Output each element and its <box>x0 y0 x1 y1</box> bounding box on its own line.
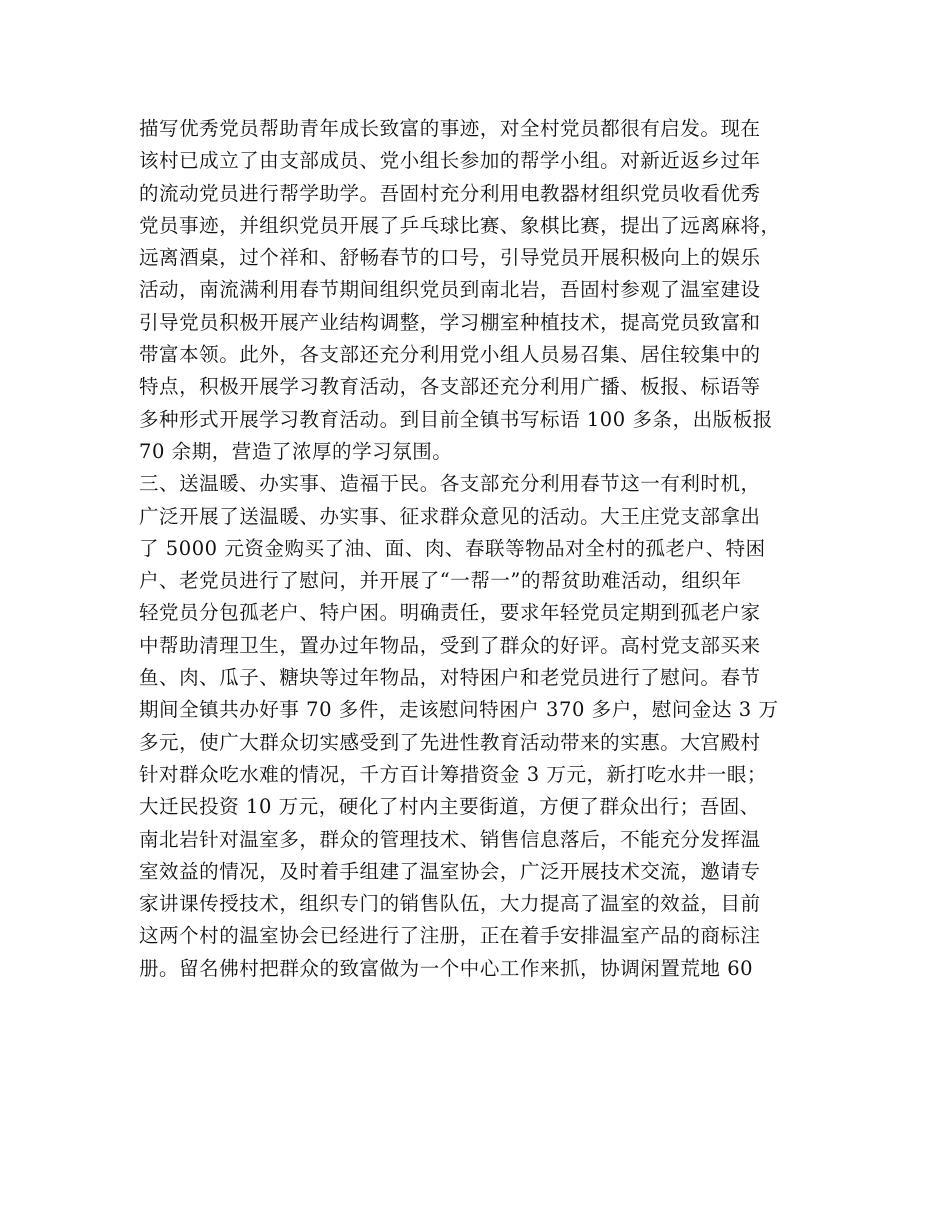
text-line: 党员事迹，并组织党员开展了乒乓球比赛、象棋比赛，提出了远离麻将， <box>139 213 781 237</box>
text-line: 描写优秀党员帮助青年成长致富的事迹，对全村党员都很有启发。现在 <box>139 117 761 140</box>
text-line: 这两个村的温室协会已经进行了注册，正在着手安排温室产品的商标注 <box>139 924 761 948</box>
text-line: 轻党员分包孤老户、特户困。明确责任，要求年轻党员定期到孤老户家 <box>139 601 761 625</box>
text-line: 活动，南流满利用春节期间组织党员到南北岩，吾固村参观了温室建设 <box>139 278 761 302</box>
text-line: 70 余期，营造了浓厚的学习氛围。 <box>139 439 453 463</box>
body-text <box>139 113 839 985</box>
text-line: 带富本领。此外，各支部还充分利用党小组人员易召集、居住较集中的 <box>139 343 761 367</box>
text-line: 大迁民投资 10 万元，硬化了村内主要街道，方便了群众出行；吾固、 <box>139 795 760 819</box>
text-line: 中帮助清理卫生，置办过年物品，受到了群众的好评。高村党支部买来 <box>139 633 761 657</box>
text-line: 该村已成立了由支部成员、党小组长参加的帮学小组。对新近返乡过年 <box>139 149 761 173</box>
text-line: 鱼、肉、瓜子、糖块等过年物品，对特困户和老党员进行了慰问。春节 <box>139 666 761 690</box>
text-line: 引导党员积极开展产业结构调整，学习棚室种植技术，提高党员致富和 <box>139 310 761 334</box>
text-line: 户、老党员进行了慰问，并开展了“一帮一”的帮贫助难活动，组织年 <box>139 569 742 593</box>
text-line: 了 5000 元资金购买了油、面、肉、春联等物品对全村的孤老户、特困 <box>139 536 766 560</box>
text-line: 册。留名佛村把群众的致富做为一个中心工作来抓，协调闲置荒地 60 <box>139 956 754 980</box>
text-line: 广泛开展了送温暖、办实事、征求群众意见的活动。大王庄党支部拿出 <box>139 504 761 528</box>
text-line: 家讲课传授技术，组织专门的销售队伍，大力提高了温室的效益，目前 <box>139 892 761 916</box>
text-line: 的流动党员进行帮学助学。吾固村充分利用电教器材组织党员收看优秀 <box>139 181 761 205</box>
text-line: 远离酒桌，过个祥和、舒畅春节的口号，引导党员开展积极向上的娱乐 <box>139 246 761 270</box>
text-line: 室效益的情况，及时着手组建了温室协会，广泛开展技术交流，邀请专 <box>139 859 761 883</box>
text-line: 针对群众吃水难的情况，千方百计筹措资金 3 万元，新打吃水井一眼； <box>139 762 767 786</box>
text-line: 多元，使广大群众切实感受到了先进性教育活动带来的实惠。大宫殿村 <box>139 730 761 754</box>
text-line: 南北岩针对温室多，群众的管理技术、销售信息落后，不能充分发挥温 <box>139 827 761 851</box>
text-line: 多种形式开展学习教育活动。到目前全镇书写标语 100 多条，出版板报 <box>139 407 773 431</box>
text-line: 期间全镇共办好事 70 多件，走该慰问特困户 370 多户，慰问金达 3 万 <box>139 698 779 722</box>
text-line: 三、送温暖、办实事、造福于民。各支部充分利用春节这一有利时机， <box>139 472 761 496</box>
text-line: 特点，积极开展学习教育活动，各支部还充分利用广播、板报、标语等 <box>139 375 761 399</box>
